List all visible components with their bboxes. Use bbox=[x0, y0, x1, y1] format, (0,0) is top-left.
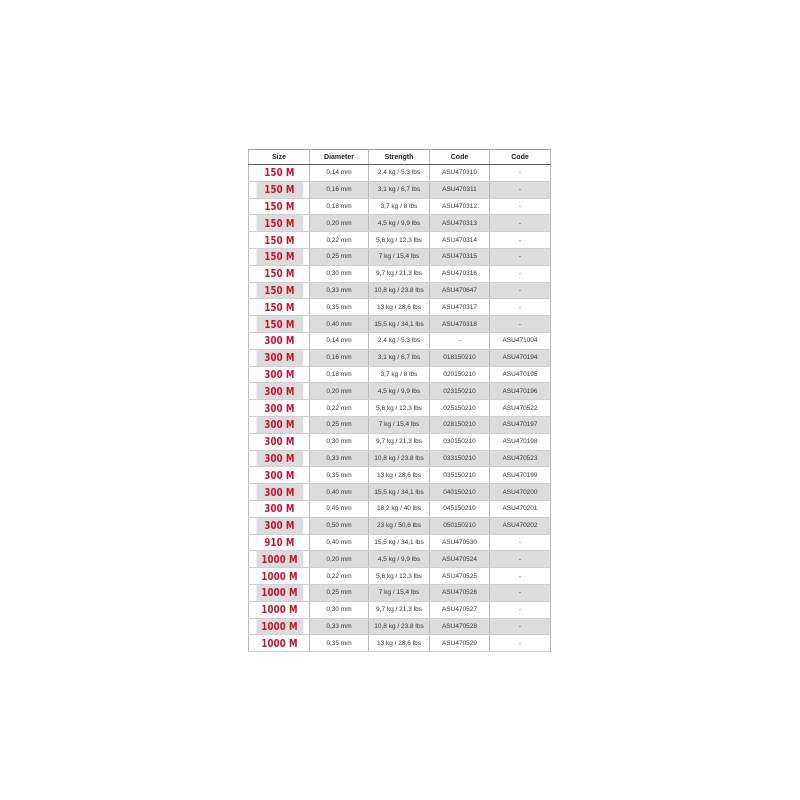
size-cell: 150 M bbox=[255, 282, 303, 299]
size-cell: 300 M bbox=[255, 416, 303, 433]
strength-cell: 7 kg / 15,4 lbs bbox=[369, 248, 430, 265]
diameter-cell: 0,25 mm bbox=[310, 584, 369, 601]
code-alt-cell: - bbox=[490, 198, 551, 215]
strength-cell: 2,4 kg / 5,3 lbs bbox=[369, 332, 430, 349]
table-row bbox=[249, 248, 551, 265]
strength-cell: 5,6 kg / 12,3 lbs bbox=[369, 232, 430, 249]
strength-cell: 2,4 kg / 5,3 lbs bbox=[369, 165, 430, 182]
diameter-cell: 0,20 mm bbox=[310, 551, 369, 568]
diameter-cell: 0,33 mm bbox=[310, 282, 369, 299]
code-alt-cell: ASU470523 bbox=[490, 450, 551, 467]
table-row bbox=[249, 181, 551, 198]
size-cell: 300 M bbox=[255, 450, 303, 467]
code-alt-cell: - bbox=[490, 181, 551, 198]
size-cell: 150 M bbox=[255, 248, 303, 265]
code-alt-cell: - bbox=[490, 165, 551, 182]
code-cell: 018150210 bbox=[430, 349, 490, 366]
code-alt-cell: - bbox=[490, 568, 551, 585]
table-row bbox=[249, 450, 551, 467]
strength-cell: 3,7 kg / 8 lbs bbox=[369, 366, 430, 383]
code-cell: ASU470317 bbox=[430, 299, 490, 316]
code-alt-cell: ASU470196 bbox=[490, 383, 551, 400]
table-row bbox=[249, 601, 551, 618]
size-cell: 150 M bbox=[255, 215, 303, 232]
strength-cell: 9,7 kg / 21,3 lbs bbox=[369, 265, 430, 282]
code-cell: ASU470311 bbox=[430, 181, 490, 198]
strength-cell: 5,6 kg / 12,3 lbs bbox=[369, 400, 430, 417]
table-row bbox=[249, 416, 551, 433]
size-cell: 150 M bbox=[255, 181, 303, 198]
size-cell: 150 M bbox=[255, 265, 303, 282]
diameter-cell: 0,25 mm bbox=[310, 248, 369, 265]
strength-cell: 15,5 kg / 34,1 lbs bbox=[369, 534, 430, 551]
table-body bbox=[249, 165, 551, 652]
code-alt-cell: ASU470202 bbox=[490, 517, 551, 534]
header-strength: Strength bbox=[369, 150, 430, 165]
strength-cell: 3,7 kg / 8 lbs bbox=[369, 198, 430, 215]
table-row bbox=[249, 500, 551, 517]
strength-cell: 10,8 kg / 23.8 lbs bbox=[369, 450, 430, 467]
table-row bbox=[249, 400, 551, 417]
table-row bbox=[249, 332, 551, 349]
code-cell: 020150210 bbox=[430, 366, 490, 383]
size-cell: 300 M bbox=[255, 484, 303, 501]
diameter-cell: 0,35 mm bbox=[310, 299, 369, 316]
diameter-cell: 0,16 mm bbox=[310, 181, 369, 198]
size-cell: 1000 M bbox=[255, 568, 303, 585]
strength-cell: 9,7 kg / 21,3 lbs bbox=[369, 433, 430, 450]
code-cell: 050150210 bbox=[430, 517, 490, 534]
strength-cell: 18,2 kg / 40 lbs bbox=[369, 500, 430, 517]
code-alt-cell: - bbox=[490, 265, 551, 282]
code-cell: ASU470526 bbox=[430, 584, 490, 601]
code-cell: 023150210 bbox=[430, 383, 490, 400]
diameter-cell: 0,14 mm bbox=[310, 332, 369, 349]
code-cell: ASU470528 bbox=[430, 618, 490, 635]
diameter-cell: 0,30 mm bbox=[310, 265, 369, 282]
diameter-cell: 0,33 mm bbox=[310, 618, 369, 635]
diameter-cell: 0,18 mm bbox=[310, 366, 369, 383]
code-cell: ASU470313 bbox=[430, 215, 490, 232]
code-cell: ASU470529 bbox=[430, 635, 490, 652]
diameter-cell: 0,20 mm bbox=[310, 215, 369, 232]
strength-cell: 3,1 kg / 6,7 lbs bbox=[369, 349, 430, 366]
code-cell: ASU470312 bbox=[430, 198, 490, 215]
table-row bbox=[249, 232, 551, 249]
strength-cell: 15,5 kg / 34,1 lbs bbox=[369, 484, 430, 501]
code-cell: 028150210 bbox=[430, 416, 490, 433]
table-row bbox=[249, 433, 551, 450]
code-alt-cell: ASU470195 bbox=[490, 366, 551, 383]
strength-cell: 13 kg / 28,6 lbs bbox=[369, 467, 430, 484]
header-code: Code bbox=[430, 150, 490, 165]
diameter-cell: 0,35 mm bbox=[310, 467, 369, 484]
diameter-cell: 0,30 mm bbox=[310, 433, 369, 450]
strength-cell: 10,8 kg / 23.8 lbs bbox=[369, 282, 430, 299]
line-spec-table bbox=[248, 149, 551, 652]
size-cell: 150 M bbox=[255, 165, 303, 182]
diameter-cell: 0,45 mm bbox=[310, 500, 369, 517]
code-cell: ASU470314 bbox=[430, 232, 490, 249]
diameter-cell: 0,22 mm bbox=[310, 568, 369, 585]
strength-cell: 4,5 kg / 9,9 lbs bbox=[369, 551, 430, 568]
code-alt-cell: ASU470201 bbox=[490, 500, 551, 517]
table-row bbox=[249, 299, 551, 316]
strength-cell: 10,8 kg / 23.8 lbs bbox=[369, 618, 430, 635]
strength-cell: 3,1 kg / 6,7 lbs bbox=[369, 181, 430, 198]
size-cell: 1000 M bbox=[255, 601, 303, 618]
table-row bbox=[249, 635, 551, 652]
code-alt-cell: ASU470197 bbox=[490, 416, 551, 433]
table-row bbox=[249, 349, 551, 366]
code-alt-cell: - bbox=[490, 635, 551, 652]
code-alt-cell: ASU470200 bbox=[490, 484, 551, 501]
code-alt-cell: - bbox=[490, 534, 551, 551]
code-cell: ASU470318 bbox=[430, 316, 490, 333]
code-alt-cell: - bbox=[490, 551, 551, 568]
code-alt-cell: - bbox=[490, 232, 551, 249]
code-cell: 025150210 bbox=[430, 400, 490, 417]
diameter-cell: 0,16 mm bbox=[310, 349, 369, 366]
diameter-cell: 0,22 mm bbox=[310, 232, 369, 249]
table-row bbox=[249, 316, 551, 333]
strength-cell: 9,7 kg / 21,3 lbs bbox=[369, 601, 430, 618]
table-row bbox=[249, 568, 551, 585]
size-cell: 300 M bbox=[255, 366, 303, 383]
code-cell: 040150210 bbox=[430, 484, 490, 501]
table-row bbox=[249, 551, 551, 568]
size-cell: 300 M bbox=[255, 433, 303, 450]
table-row bbox=[249, 584, 551, 601]
code-cell: 033150210 bbox=[430, 450, 490, 467]
diameter-cell: 0,40 mm bbox=[310, 484, 369, 501]
header-code-alt: Code bbox=[490, 150, 551, 165]
code-alt-cell: ASU471004 bbox=[490, 332, 551, 349]
table-row bbox=[249, 215, 551, 232]
size-cell: 150 M bbox=[255, 198, 303, 215]
code-alt-cell: ASU470194 bbox=[490, 349, 551, 366]
diameter-cell: 0,25 mm bbox=[310, 416, 369, 433]
strength-cell: 23 kg / 50,6 lbs bbox=[369, 517, 430, 534]
strength-cell: 13 kg / 28,6 lbs bbox=[369, 299, 430, 316]
table-row bbox=[249, 534, 551, 551]
table-row bbox=[249, 165, 551, 182]
code-cell: ASU470315 bbox=[430, 248, 490, 265]
diameter-cell: 0,20 mm bbox=[310, 383, 369, 400]
table-row bbox=[249, 484, 551, 501]
diameter-cell: 0,22 mm bbox=[310, 400, 369, 417]
size-cell: 1000 M bbox=[255, 584, 303, 601]
size-cell: 300 M bbox=[255, 332, 303, 349]
diameter-cell: 0,35 mm bbox=[310, 635, 369, 652]
size-cell: 300 M bbox=[255, 383, 303, 400]
code-alt-cell: ASU470198 bbox=[490, 433, 551, 450]
code-alt-cell: - bbox=[490, 618, 551, 635]
code-alt-cell: ASU470522 bbox=[490, 400, 551, 417]
table-row bbox=[249, 282, 551, 299]
code-cell: ASU470310 bbox=[430, 165, 490, 182]
diameter-cell: 0,50 mm bbox=[310, 517, 369, 534]
size-cell: 300 M bbox=[255, 467, 303, 484]
size-cell: 150 M bbox=[255, 299, 303, 316]
size-cell: 150 M bbox=[255, 232, 303, 249]
strength-cell: 4,5 kg / 9,9 lbs bbox=[369, 383, 430, 400]
diameter-cell: 0,14 mm bbox=[310, 165, 369, 182]
code-cell: ASU470316 bbox=[430, 265, 490, 282]
code-alt-cell: - bbox=[490, 248, 551, 265]
size-cell: 300 M bbox=[255, 517, 303, 534]
size-cell: 1000 M bbox=[255, 635, 303, 652]
code-cell: ASU470530 bbox=[430, 534, 490, 551]
diameter-cell: 0,30 mm bbox=[310, 601, 369, 618]
table-row bbox=[249, 198, 551, 215]
table-header-row bbox=[249, 150, 551, 165]
code-alt-cell: - bbox=[490, 601, 551, 618]
strength-cell: 13 kg / 28,6 lbs bbox=[369, 635, 430, 652]
size-cell: 300 M bbox=[255, 500, 303, 517]
size-cell: 1000 M bbox=[255, 551, 303, 568]
diameter-cell: 0,40 mm bbox=[310, 316, 369, 333]
size-cell: 300 M bbox=[255, 400, 303, 417]
diameter-cell: 0,33 mm bbox=[310, 450, 369, 467]
strength-cell: 4,5 kg / 9,9 lbs bbox=[369, 215, 430, 232]
code-alt-cell: - bbox=[490, 316, 551, 333]
table-row bbox=[249, 467, 551, 484]
code-cell: ASU470525 bbox=[430, 568, 490, 585]
strength-cell: 7 kg / 15,4 lbs bbox=[369, 584, 430, 601]
table-row bbox=[249, 383, 551, 400]
size-cell: 150 M bbox=[255, 316, 303, 333]
diameter-cell: 0,40 mm bbox=[310, 534, 369, 551]
size-cell: 1000 M bbox=[255, 618, 303, 635]
table-row bbox=[249, 265, 551, 282]
code-alt-cell: - bbox=[490, 299, 551, 316]
code-cell: 035150210 bbox=[430, 467, 490, 484]
table-row bbox=[249, 366, 551, 383]
table-row bbox=[249, 618, 551, 635]
code-cell: 045150210 bbox=[430, 500, 490, 517]
code-alt-cell: ASU470199 bbox=[490, 467, 551, 484]
strength-cell: 7 kg / 15,4 lbs bbox=[369, 416, 430, 433]
code-alt-cell: - bbox=[490, 215, 551, 232]
diameter-cell: 0,18 mm bbox=[310, 198, 369, 215]
code-alt-cell: - bbox=[490, 584, 551, 601]
code-alt-cell: - bbox=[490, 282, 551, 299]
code-cell: ASU470647 bbox=[430, 282, 490, 299]
code-cell: 030150210 bbox=[430, 433, 490, 450]
code-cell: - bbox=[430, 332, 490, 349]
header-diameter: Diameter bbox=[310, 150, 369, 165]
code-cell: ASU470524 bbox=[430, 551, 490, 568]
code-cell: ASU470527 bbox=[430, 601, 490, 618]
size-cell: 910 M bbox=[255, 534, 303, 551]
strength-cell: 5,6 kg / 12,3 lbs bbox=[369, 568, 430, 585]
table-row bbox=[249, 517, 551, 534]
size-cell: 300 M bbox=[255, 349, 303, 366]
header-size: Size bbox=[249, 150, 310, 165]
strength-cell: 15,5 kg / 34,1 lbs bbox=[369, 316, 430, 333]
